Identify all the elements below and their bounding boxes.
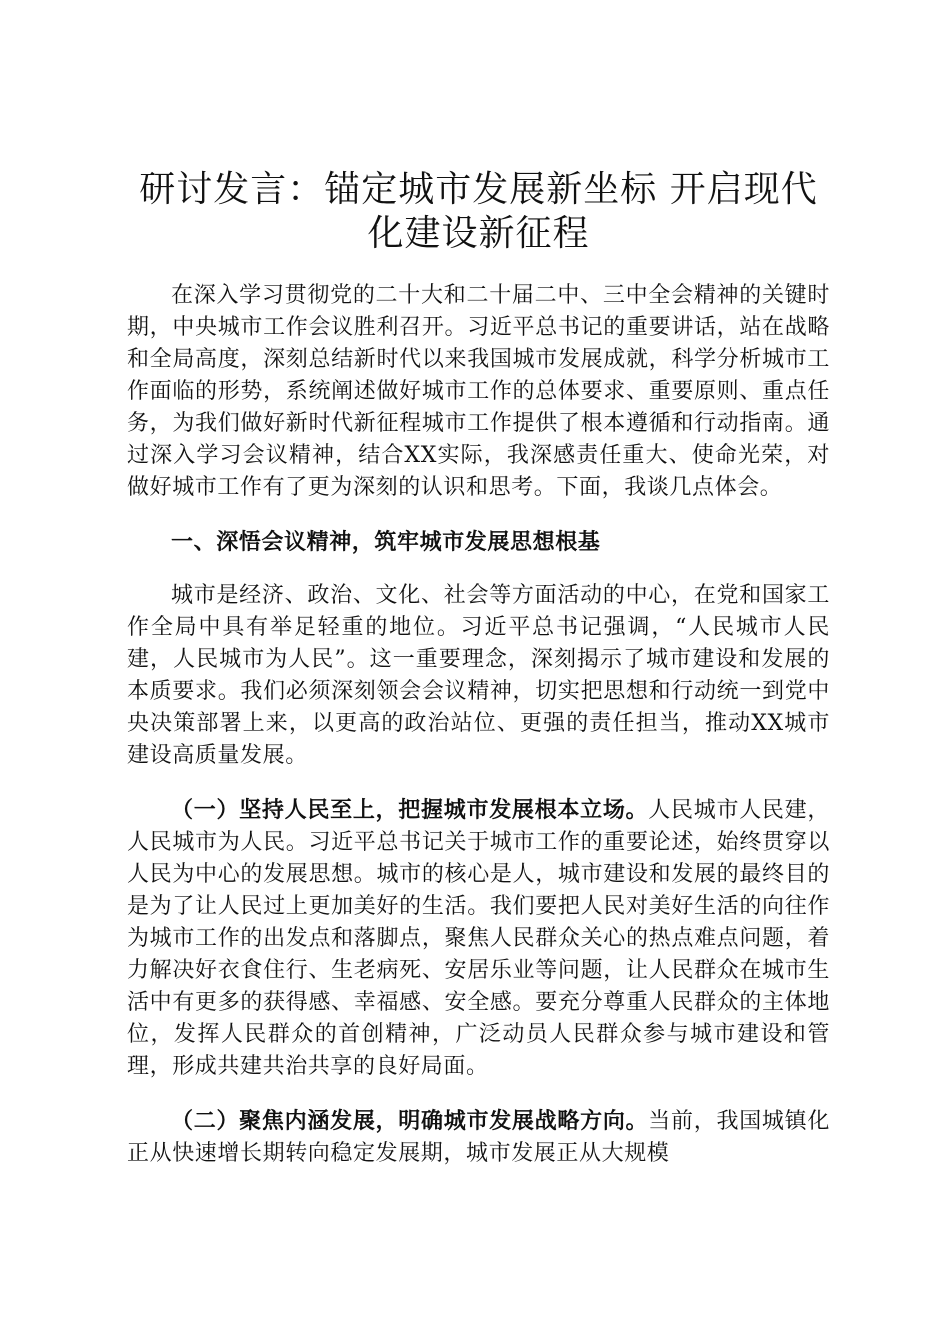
point-1-body: 人民城市人民建，人民城市为人民。习近平总书记关于城市工作的重要论述，始终贯穿以人民为中心的发展思想。城市的核心是人，城市建设和发展的最终目的是为了让人民过上更加美好的生活。我们要把人民对美好生活的向往作为城市工作的出发点和落脚点，聚焦人民群众关心的热点难点问题，着力解决好衣食住行、生老病死、安居乐业等问题，让人民群众在城市生活中有更多的获得感、幸福感、安全感。要充分尊重人民群众的主体地位，发挥人民群众的首创精神，广泛动员人民群众参与城市建设和管理，形成共建共治共享的良好局面。 (127, 798, 830, 1079)
point-2-body: 当前，我国城镇化正从快速增长期转向稳定发展期，城市发展正从大规模 (127, 1109, 830, 1166)
document-title: 研讨发言：锚定城市发展新坐标 开启现代化建设新征程 (139, 169, 818, 254)
point-1-paragraph (127, 794, 830, 1083)
section-heading-1: 一、深悟会议精神，筑牢城市发展思想根基 (171, 529, 601, 555)
intro-paragraph: 在深入学习贯彻党的二十大和二十届二中、三中全会精神的关键时期，中央城市工作会议胜利召开。习近平总书记的重要讲话，站在战略和全局高度，深刻总结新时代以来我国城市发展成就，科学分析城市工作面临的形势，系统阐述做好城市工作的总体要求、重要原则、重点任务，为我们做好新时代新征程城市工作提供了根本遵循和行动指南。通过深入学习会议精神，结合XX实际，我深感责任重大、使命光荣，对做好城市工作有了更为深刻的认识和思考。下面，我谈几点体会。 (127, 283, 830, 500)
point-1-lead: （一）坚持人民至上，把握城市发展根本立场。 (171, 797, 649, 823)
point-2-paragraph (127, 1105, 830, 1170)
point-2-lead: （二）聚焦内涵发展，明确城市发展战略方向。 (171, 1108, 649, 1134)
section-1-paragraph: 城市是经济、政治、文化、社会等方面活动的中心，在党和国家工作全局中具有举足轻重的地位。习近平总书记强调，“人民城市人民建，人民城市为人民”。这一重要理念，深刻揭示了城市建设和发展的本质要求。我们必须深刻领会会议精神，切实把思想和行动统一到党中央决策部署上来，以更高的政治站位、更强的责任担当，推动XX城市建设高质量发展。 (127, 583, 830, 768)
document-body (127, 168, 830, 1170)
